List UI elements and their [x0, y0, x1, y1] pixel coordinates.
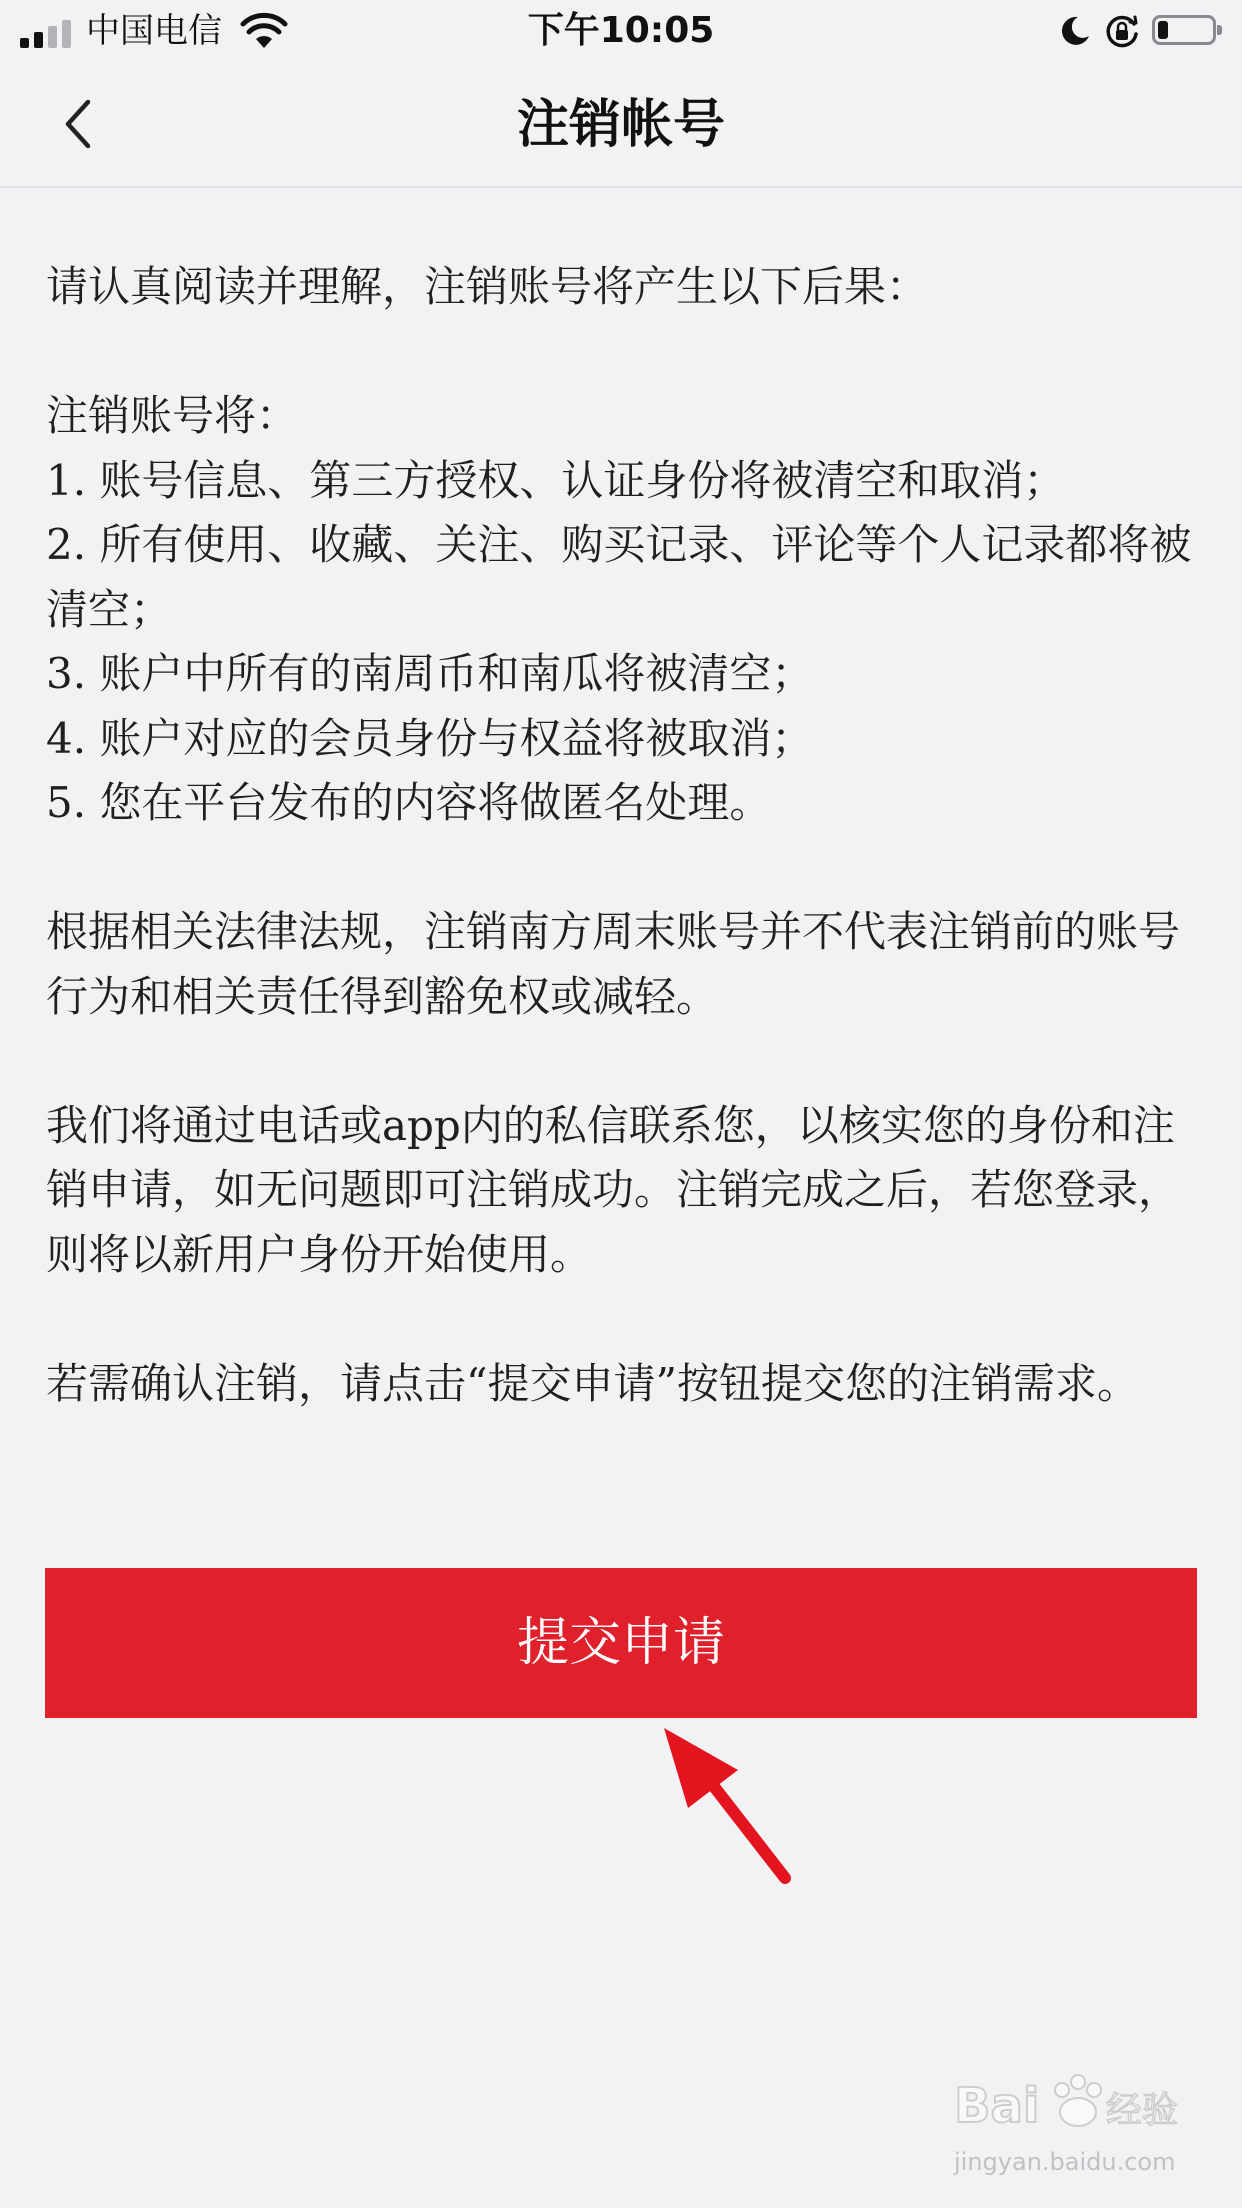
list-heading: 注销账号将： [46, 391, 299, 440]
confirm-note: 若需确认注销，请点击“提交申请”按钮提交您的注销需求。 [46, 1358, 1139, 1408]
battery-icon [1152, 15, 1216, 45]
baidu-logo-icon [950, 2060, 1190, 2150]
status-time: 下午10:05 [527, 10, 715, 51]
svg-text:经验: 经验 [1106, 2090, 1179, 2131]
consequence-item: 3. 账户中所有的南周币和南瓜将被清空； [46, 649, 814, 698]
verification-note: 我们将通过电话或app内的私信联系您，以核实您的身份和注销申请，如无问题即可注销成功。注销完成之后，若您登录，则将以新用户身份开始使用。 [46, 1100, 1181, 1279]
submit-application-button[interactable]: 提交申请 [45, 1568, 1197, 1718]
battery-level-fill [1158, 21, 1168, 39]
consequence-item: 4. 账户对应的会员身份与权益将被取消； [46, 713, 814, 763]
intro-text: 请认真阅读并理解，注销账号将产生以下后果： [46, 262, 929, 311]
do-not-disturb-moon-icon [1058, 14, 1092, 48]
baidu-jingyan-watermark [950, 2060, 1190, 2180]
consequence-item: 5. 您在平台发布的内容将做匿名处理。 [46, 778, 772, 827]
carrier-name: 中国电信 [86, 11, 222, 51]
orientation-lock-icon [1104, 14, 1140, 50]
page-title: 注销帐号 [516, 95, 725, 155]
watermark-url: jingyan.baidu.com [954, 2148, 1176, 2176]
consequence-item: 2. 所有使用、收藏、关注、购买记录、评论等个人记录都将被清空； [46, 520, 1192, 634]
legal-note: 根据相关法律法规，注销南方周末账号并不代表注销前的账号行为和相关责任得到豁免权或减轻。 [46, 907, 1181, 1021]
annotation-arrow-icon [660, 1720, 800, 1890]
consequence-item: 1. 账号信息、第三方授权、认证身份将被清空和取消； [46, 455, 1066, 505]
svg-text:Bai: Bai [954, 2078, 1040, 2134]
cancellation-notice [46, 255, 1196, 1416]
navigation-bar [0, 62, 1242, 188]
status-bar [0, 0, 1242, 62]
